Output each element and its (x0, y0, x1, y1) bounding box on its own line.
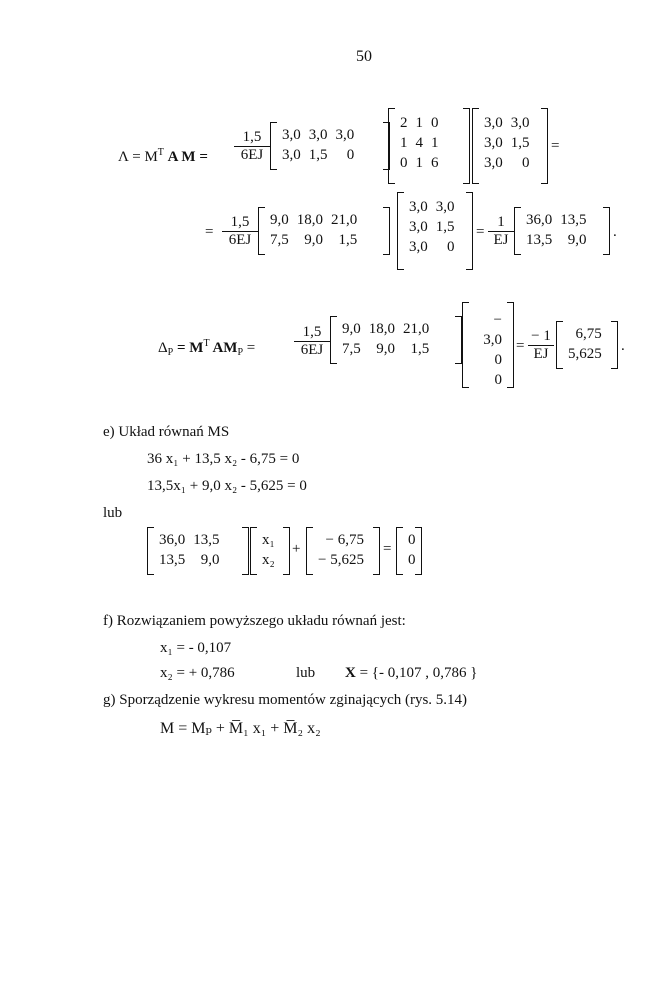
section-f-heading: f) Rozwiązaniem powyższego układu równań jest: (103, 613, 406, 629)
matrix-row (396, 113, 443, 133)
solution-lub: lub (296, 665, 316, 681)
matrix-row (278, 145, 358, 165)
matrix-cell: 3,0 (409, 239, 428, 255)
matrix-row (258, 530, 279, 550)
eq1-coef-num: 1,5 (234, 129, 270, 147)
matrix-cell: 3,0 (484, 155, 503, 171)
eq1-matrix-1 (270, 122, 390, 170)
matrix-row (480, 153, 534, 173)
matrix-cell: − 5,625 (318, 552, 364, 568)
matrix-cell: 0 (346, 147, 355, 163)
matrix-row (480, 113, 534, 133)
plus-sign: + (292, 541, 301, 557)
matrix-cell: 9,0 (304, 232, 323, 248)
matrix-cell: 0 (408, 532, 416, 548)
matrix-cell: 3,0 (435, 199, 455, 215)
eq3-lhs-end-sub: P (237, 347, 244, 358)
matrix-row (480, 133, 534, 153)
section-e-lub: lub (103, 505, 123, 521)
matrix-row (396, 153, 443, 173)
moment-formula: M = Mₚ + M̅₁ x₁ + M̅₂ x₂ (160, 720, 321, 737)
matrix-cell: 13,5 (560, 212, 587, 228)
matrix-row (404, 550, 420, 570)
matrix-row (396, 133, 443, 153)
section-e-eq2: 13,5x₁ + 9,0 x₂ - 5,625 = 0 (147, 478, 307, 494)
eq3-lhs-end: AM (209, 340, 238, 356)
matrix-cell: 3,0 (484, 115, 503, 131)
solution-x1: x₁ = - 0,107 (160, 640, 232, 656)
eq2-lead: = (205, 224, 214, 240)
matrix-row (564, 324, 606, 344)
matrix-row (338, 339, 433, 359)
matrix-cell: 9,0 (567, 232, 587, 248)
matrix-cell: 9,0 (376, 341, 395, 357)
matrix-row (564, 344, 606, 364)
matrix-row (470, 350, 506, 370)
matrix-cell: 21,0 (331, 212, 358, 228)
matrix-cell: 3,0 (409, 219, 428, 235)
eq3-lhs-sup: T (203, 338, 210, 349)
matrix-cell: 6 (431, 155, 439, 171)
matrix-cell: 0 (494, 352, 502, 368)
matrix-cell: 0 (522, 155, 530, 171)
solution-vector-label: X (345, 665, 356, 681)
matrix-cell: 1 (415, 155, 423, 171)
matrix-cell: 9,0 (342, 321, 361, 337)
page-number: 50 (356, 48, 372, 65)
matrix-row (405, 197, 459, 217)
matrix-cell: 3,0 (282, 147, 301, 163)
vector-zero (396, 527, 422, 575)
eq3-lhs-mid: = M (173, 340, 204, 356)
matrix-row (405, 217, 459, 237)
eq2-matrix-1 (258, 207, 390, 255)
section-e-heading: e) Układ równań MS (103, 424, 230, 440)
matrix-cell: 36,0 (159, 532, 186, 548)
matrix-cell: 1 (400, 135, 408, 151)
eq3-coef (294, 324, 330, 359)
matrix-cell: 1 (415, 115, 423, 131)
matrix-row (258, 550, 279, 570)
matrix-cell: 1 (431, 135, 439, 151)
matrix-cell: 1,5 (510, 135, 530, 151)
solution-vector (345, 665, 477, 682)
eq3-lhs-eq: = (243, 340, 256, 356)
matrix-cell: 18,0 (296, 212, 323, 228)
matrix-cell: 36,0 (526, 212, 553, 228)
matrix-cell: 3,0 (510, 115, 530, 131)
matrix-A (147, 527, 249, 575)
matrix-row (470, 310, 506, 350)
matrix-cell: 0 (400, 155, 408, 171)
eq2-coef-den: 6EJ (228, 232, 252, 248)
matrix-cell: − 6,75 (325, 532, 364, 548)
matrix-cell: − 3,0 (483, 312, 502, 348)
matrix-cell: 3,0 (308, 127, 328, 143)
eq1-lhs-end: A M = (167, 149, 208, 165)
vector-X (250, 527, 290, 575)
matrix-cell: 1,5 (338, 232, 358, 248)
eq1-lhs-text: Λ = M (118, 149, 158, 165)
eq2-res-den: EJ (493, 232, 509, 248)
matrix-cell: 2 (400, 115, 408, 131)
matrix-cell: 13,5 (526, 232, 553, 248)
matrix-cell: 6,75 (575, 326, 602, 342)
eq3-equals: = (516, 338, 525, 354)
matrix-cell: 5,625 (568, 346, 602, 362)
matrix-cell: x₂ (262, 552, 275, 568)
eq2-res-num: 1 (488, 214, 514, 232)
matrix-cell: 7,5 (270, 232, 289, 248)
eq3-lhs-text: Δ (158, 340, 168, 356)
matrix-cell: 9,0 (200, 552, 220, 568)
matrix-cell: 4 (415, 135, 423, 151)
eq2-result-matrix (514, 207, 610, 255)
matrix-cell: 9,0 (270, 212, 289, 228)
matrix-cell: 13,5 (159, 552, 186, 568)
matrix-row (266, 230, 361, 250)
solution-vector-value: = {- 0,107 , 0,786 } (355, 665, 478, 681)
eq1-tail: = (551, 138, 560, 154)
eq2-res-coef (488, 214, 514, 249)
matrix-cell: 7,5 (342, 341, 361, 357)
eq1-lhs (118, 147, 208, 166)
matrix-row (266, 210, 361, 230)
eq1-lhs-sup: T (157, 147, 164, 158)
matrix-cell: 0 (447, 239, 455, 255)
eq3-coef-den: 6EJ (300, 342, 324, 358)
matrix-row (522, 210, 591, 230)
matrix-row (338, 319, 433, 339)
matrix-cell: 1,5 (308, 147, 328, 163)
vector-B (306, 527, 380, 575)
matrix-row (155, 530, 224, 550)
matrix-row (404, 530, 420, 550)
matrix-cell: 0 (431, 115, 439, 131)
eq2-tail: . (613, 224, 617, 240)
matrix-cell: 0 (408, 552, 416, 568)
matrix-cell: 21,0 (403, 321, 430, 337)
matrix-row (278, 125, 358, 145)
eq3-matrix-2 (462, 302, 514, 388)
matrix-cell: 13,5 (193, 532, 220, 548)
matrix-row (470, 370, 506, 390)
matrix-row (155, 550, 224, 570)
matrix-row (314, 530, 368, 550)
eq3-tail: . (621, 338, 625, 354)
solution-x2: x₂ = + 0,786 (160, 665, 235, 681)
eq3-result-matrix (556, 321, 618, 369)
matrix-cell: 3,0 (335, 127, 355, 143)
equals-sign: = (383, 541, 392, 557)
matrix-cell: 3,0 (484, 135, 503, 151)
eq3-lhs-sub: P (167, 347, 174, 358)
matrix-cell: 18,0 (368, 321, 395, 337)
eq2-equals: = (476, 224, 485, 240)
matrix-cell: 3,0 (409, 199, 428, 215)
eq1-matrix-2 (388, 108, 470, 184)
matrix-cell: 3,0 (282, 127, 301, 143)
eq2-matrix-2 (397, 192, 473, 270)
eq1-coef (234, 129, 270, 164)
matrix-cell: 1,5 (410, 341, 430, 357)
eq3-coef-num: 1,5 (294, 324, 330, 342)
eq3-lhs (158, 338, 255, 358)
matrix-row (314, 550, 368, 570)
eq3-res-coef (528, 328, 554, 363)
matrix-cell: 0 (494, 372, 502, 388)
eq1-coef-den: 6EJ (240, 147, 264, 163)
matrix-row (522, 230, 591, 250)
eq3-res-den: EJ (533, 346, 549, 362)
matrix-row (405, 237, 459, 257)
eq2-coef (222, 214, 258, 249)
section-e-eq1: 36 x₁ + 13,5 x₂ - 6,75 = 0 (147, 451, 300, 467)
eq3-matrix-1 (330, 316, 462, 364)
eq2-coef-num: 1,5 (222, 214, 258, 232)
matrix-cell: x₁ (262, 532, 275, 548)
eq3-res-num: − 1 (528, 328, 554, 346)
section-g-heading: g) Sporządzenie wykresu momentów zginających (rys. 5.14) (103, 692, 468, 708)
matrix-cell: 1,5 (435, 219, 455, 235)
eq1-matrix-3 (472, 108, 548, 184)
